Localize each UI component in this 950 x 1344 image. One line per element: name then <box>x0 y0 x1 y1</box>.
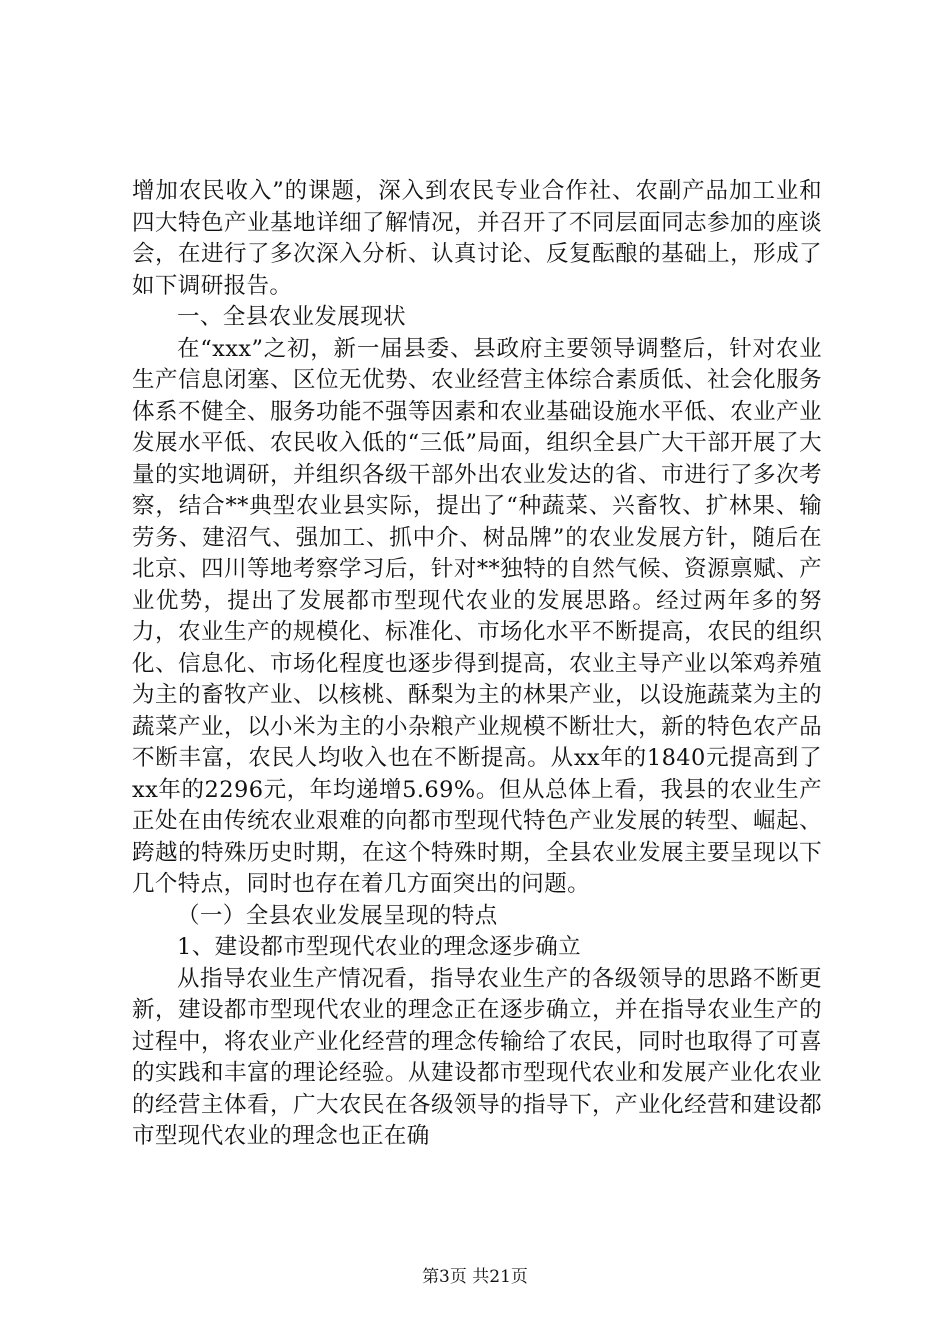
page-footer: 第3页 共21页 <box>422 1267 528 1287</box>
subsection-heading-characteristics: （一）全县农业发展呈现的特点 <box>177 902 498 929</box>
paragraph-concept-detail: 从指导农业生产情况看，指导农业生产的各级领导的思路不断更新，建设都市型现代农业的理念正在逐步确立，并在指导农业生产的过程中，将农业产业化经营的理念传输给了农民，同时也取得了可喜的实践和丰富的理论经验。从建设都市型现代农业和发展产业化农业的经营主体看，广大农民在各级领导的指导下，产业化经营和建设都市型现代农业的理念也正在确 <box>132 965 822 1149</box>
section-heading-current-status: 一、全县农业发展现状 <box>177 304 407 330</box>
paragraph-intro-continuation: 增加农民收入”的课题，深入到农民专业合作社、农副产品加工业和四大特色产业基地详细了解情况，并召开了不同层面同志参加的座谈会，在进行了多次深入分析、认真讨论、反复酝酿的基础上，形成了如下调研报告。 <box>132 178 822 299</box>
body-text <box>132 176 822 1153</box>
item-heading-concept: 1、建设都市型现代农业的理念逐步确立 <box>177 934 582 960</box>
paragraph-status-overview: 在“xxx”之初，新一届县委、县政府主要领导调整后，针对农业生产信息闭塞、区位无优势、农业经营主体综合素质低、社会化服务体系不健全、服务功能不强等因素和农业基础设施水平低、农业产业发展水平低、农民收入低的“三低”局面，组织全县广大干部开展了大量的实地调研，并组织各级干部外出农业发达的省、市进行了多次考察，结合**典型农业县实际，提出了“种蔬菜、兴畜牧、扩林果、输劳务、建沼气、强加工、抓中介、树品牌”的农业发展方针，随后在北京、四川等地考察学习后，针对**独特的自然气候、资源禀赋、产业优势，提出了发展都市型现代农业的发展思路。经过两年多的努力，农业生产的规模化、标准化、市场化水平不断提高，农民的组织化、信息化、市场化程度也逐步得到提高，农业主导产业以笨鸡养殖为主的畜牧产业、以核桃、酥梨为主的林果产业，以设施蔬菜为主的蔬菜产业，以小米为主的小杂粮产业规模不断壮大，新的特色农产品不断丰富，农民人均收入也在不断提高。从xx年的1840元提高到了xx年的2296元，年均递增5.69%。但从总体上看，我县的农业生产正处在由传统农业艰难的向都市型现代特色产业发展的转型、崛起、跨越的特殊历史时期，在这个特殊时期，全县农业发展主要呈现以下几个特点，同时也存在着几方面突出的问题。 <box>132 335 822 897</box>
